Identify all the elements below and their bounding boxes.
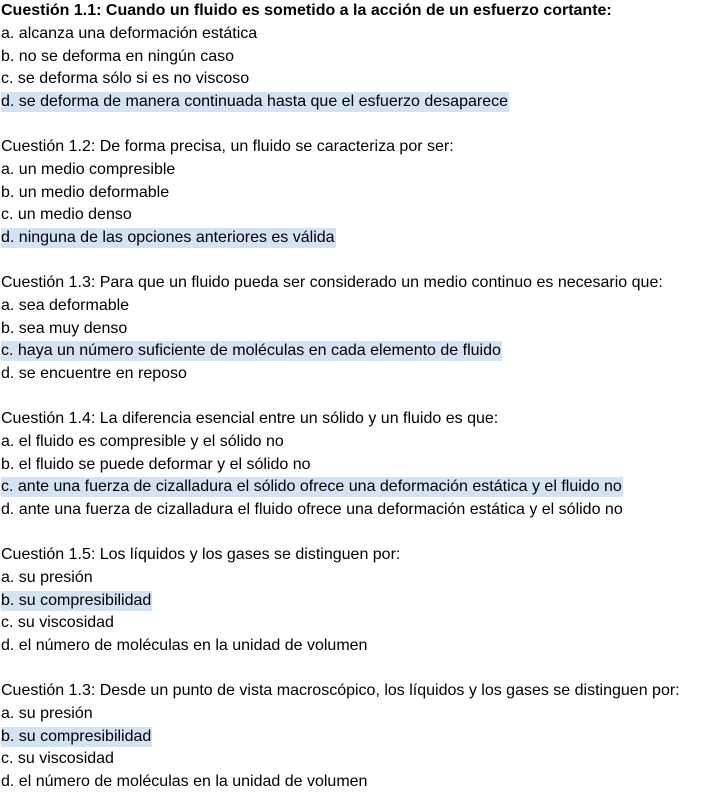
option-d[interactable] <box>1 499 728 522</box>
question-1-2 <box>1 136 728 250</box>
option-text: d. el número de moléculas en la unidad de volumen <box>1 637 368 655</box>
option-text: a. su presión <box>1 568 93 586</box>
option-text: b. un medio deformable <box>1 183 170 201</box>
option-a[interactable] <box>1 295 728 318</box>
option-b-highlighted[interactable] <box>1 726 728 749</box>
question-title: Cuestión 1.1: Cuando un fluido es sometido a la acción de un esfuerzo cortante: <box>1 2 612 19</box>
option-text: d. ninguna de las opciones anteriores es válida <box>1 229 335 247</box>
option-c[interactable] <box>1 204 728 227</box>
option-a[interactable] <box>1 703 728 726</box>
option-a[interactable] <box>1 431 728 454</box>
option-c[interactable] <box>1 612 728 635</box>
question-1-3 <box>1 272 728 386</box>
option-text: a. sea deformable <box>1 296 130 314</box>
option-a[interactable] <box>1 567 728 590</box>
option-b[interactable] <box>1 46 728 69</box>
option-text: c. un medio denso <box>1 206 132 224</box>
option-text: c. su viscosidad <box>1 614 114 632</box>
option-b[interactable] <box>1 454 728 477</box>
option-text: a. su presión <box>1 704 93 722</box>
question-1-4 <box>1 408 728 522</box>
question-title: Cuestión 1.4: La diferencia esencial entre un sólido y un fluido es que: <box>1 409 499 427</box>
option-text: b. su compresibilidad <box>1 727 152 745</box>
option-text: d. ante una fuerza de cizalladura el fluido ofrece una deformación estática y el sólido no <box>1 501 623 519</box>
option-text: b. su compresibilidad <box>1 591 152 609</box>
option-text: b. sea muy denso <box>1 319 128 337</box>
question-title: Cuestión 1.3: Desde un punto de vista macroscópico, los líquidos y los gases se distinguen por: <box>1 681 680 699</box>
option-text: b. no se deforma en ningún caso <box>1 47 235 65</box>
option-d-highlighted[interactable] <box>1 227 728 250</box>
question-1-3-macro <box>1 680 728 794</box>
option-c[interactable] <box>1 68 728 91</box>
option-text: d. se encuentre en reposo <box>1 365 187 383</box>
option-b[interactable] <box>1 318 728 341</box>
question-1-1 <box>1 0 728 114</box>
option-text: a. un medio compresible <box>1 160 176 178</box>
option-text: d. se deforma de manera continuada hasta que el esfuerzo desaparece <box>1 93 508 111</box>
option-text: c. ante una fuerza de cizalladura el sólido ofrece una deformación estática y el fluido no <box>1 478 622 496</box>
option-text: b. el fluido se puede deformar y el sólido no <box>1 455 311 473</box>
option-c[interactable] <box>1 748 728 771</box>
option-text: d. el número de moléculas en la unidad de volumen <box>1 773 368 791</box>
option-a[interactable] <box>1 23 728 46</box>
option-c-highlighted[interactable] <box>1 340 728 363</box>
option-text: a. alcanza una deformación estática <box>1 24 258 42</box>
question-title: Cuestión 1.5: Los líquidos y los gases se distinguen por: <box>1 545 401 563</box>
question-title: Cuestión 1.2: De forma precisa, un fluido se caracteriza por ser: <box>1 137 454 155</box>
question-1-5 <box>1 544 728 658</box>
option-d[interactable] <box>1 635 728 658</box>
option-b[interactable] <box>1 182 728 205</box>
option-c-highlighted[interactable] <box>1 476 728 499</box>
option-a[interactable] <box>1 159 728 182</box>
option-text: a. el fluido es compresible y el sólido no <box>1 432 284 450</box>
option-b-highlighted[interactable] <box>1 590 728 613</box>
question-title: Cuestión 1.3: Para que un fluido pueda ser considerado un medio continuo es necesario que: <box>1 273 663 291</box>
option-d[interactable] <box>1 771 728 794</box>
option-text: c. su viscosidad <box>1 750 114 768</box>
option-text: c. se deforma sólo si es no viscoso <box>1 70 250 88</box>
option-text: c. haya un número suficiente de moléculas en cada elemento de fluido <box>1 342 501 360</box>
option-d-highlighted[interactable] <box>1 91 728 114</box>
option-d[interactable] <box>1 363 728 386</box>
